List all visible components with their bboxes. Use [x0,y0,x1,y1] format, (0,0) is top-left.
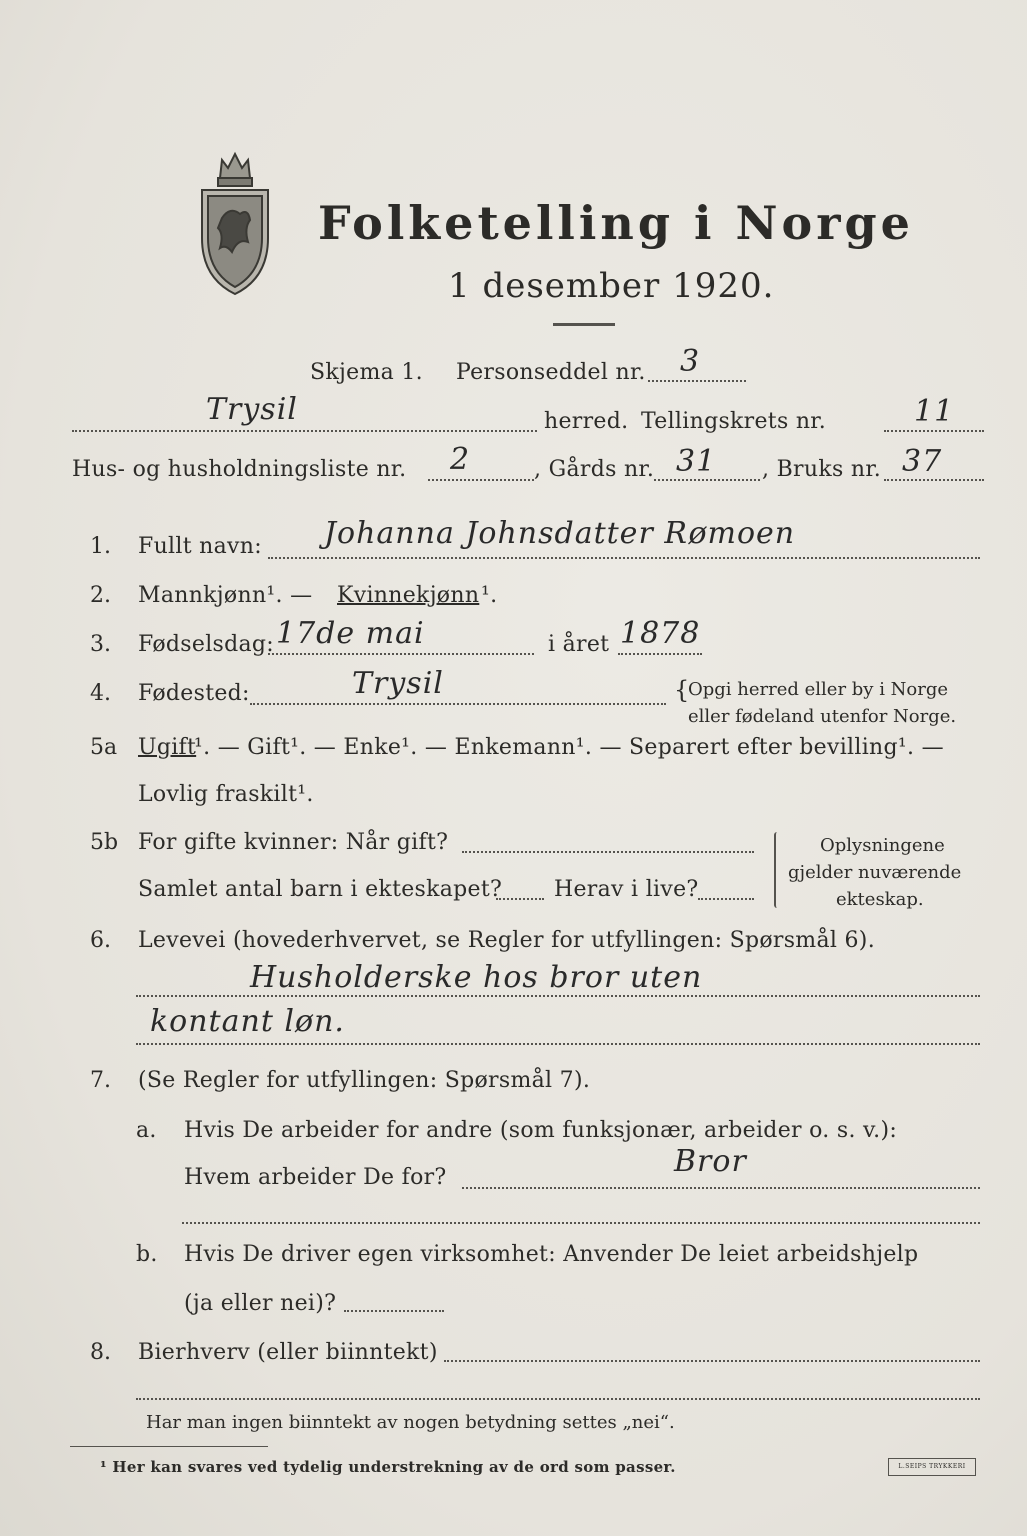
husliste-value[interactable]: 2 [450,442,471,477]
q3-label: Fødselsdag: [138,632,275,657]
q4-note-line2: eller fødeland utenfor Norge. [688,706,957,727]
gards-line [654,479,760,481]
q7-label: (Se Regler for utfyllingen: Spørsmål 7). [138,1068,591,1093]
q6-label: Levevei (hovederhvervet, se Regler for utfyllingen: Spørsmål 6). [138,928,875,953]
q5b-alive-line [698,898,754,900]
q1-label: Fullt navn: [138,534,262,559]
q8-note: Har man ingen biinntekt av nogen betydning settes „nei“. [146,1412,675,1433]
q5a-line2: Lovlig fraskilt¹. [138,782,314,807]
q6-value-line1[interactable]: Husholderske hos bror uten [250,960,703,995]
tellingskrets-line [884,430,984,432]
tellingskrets-label: Tellingskrets nr. [641,409,826,434]
q7a-employer-line [462,1187,980,1189]
q4-value[interactable]: Trysil [352,666,444,701]
q7a-letter: a. [136,1118,157,1143]
q8-label: Bierhverv (eller biinntekt) [138,1340,438,1365]
q1-value[interactable]: Johanna Johnsdatter Rømoen [324,516,796,551]
coat-of-arms-icon [192,148,278,298]
q1-number: 1. [90,534,111,559]
bruks-value[interactable]: 37 [902,444,943,479]
q6-line2 [136,1043,980,1045]
q4-label: Fødested: [138,681,250,706]
bruks-label: , Bruks nr. [762,457,882,482]
q7a-label: Hvis De arbeider for andre (som funksjonær, arbeider o. s. v.): [184,1118,898,1143]
schema-label: Skjema 1. [310,360,423,385]
q4-number: 4. [90,681,111,706]
q1-line [268,557,980,559]
q5b-note-line3: ekteskap. [836,889,924,910]
q2-sup: ¹. [481,583,498,608]
q3-line [268,653,534,655]
personseddel-value[interactable]: 3 [680,344,701,379]
husliste-line [428,479,534,481]
herred-label: herred. [544,409,629,434]
q5b-number: 5b [90,830,119,855]
q7a-label-employer: Hvem arbeider De for? [184,1165,447,1190]
q5b-label-married: For gifte kvinner: Når gift? [138,830,449,855]
form-date: 1 desember 1920. [448,266,775,306]
printer-stamp: L.SEIPS TRYKKERI [888,1458,976,1476]
q4-brace: { [674,676,690,704]
q7b-label-yesno: (ja eller nei)? [184,1291,337,1316]
q5a-number: 5a [90,735,118,760]
q2-female-label[interactable]: Kvinnekjønn [337,583,480,608]
q5b-note-line1: Oplysningene [820,835,945,856]
form-title: Folketelling i Norge [318,196,914,250]
q7a-extra-line [182,1222,980,1224]
q8-line2 [136,1398,980,1400]
q6-value-line2[interactable]: kontant løn. [150,1004,345,1039]
q2-male-label: Mannkjønn¹. — [138,583,313,608]
footnote: ¹ Her kan svares ved tydelig understrekning av de ord som passer. [100,1458,676,1476]
q2-number: 2. [90,583,111,608]
q5b-label-children: Samlet antal barn i ekteskapet? [138,877,503,902]
personseddel-line [648,380,746,382]
q7b-letter: b. [136,1242,158,1267]
gards-value[interactable]: 31 [676,444,717,479]
gards-label: , Gårds nr. [534,457,655,482]
q3-number: 3. [90,632,111,657]
q8-number: 8. [90,1340,111,1365]
q5b-children-line [496,898,544,900]
q4-line [250,703,666,705]
personseddel-label: Personseddel nr. [456,360,646,385]
bruks-line [884,479,984,481]
q6-line1 [136,995,980,997]
q5a-ugift-option[interactable]: Ugift [138,735,197,760]
q3-year-line [618,653,702,655]
footnote-divider [70,1446,268,1447]
q5b-married-line [462,851,754,853]
q3-year-label: i året [548,632,610,657]
tellingskrets-value[interactable]: 11 [914,394,955,429]
q3-year-value[interactable]: 1878 [620,616,701,651]
q7-number: 7. [90,1068,111,1093]
q7a-employer-value[interactable]: Bror [674,1144,747,1179]
q6-number: 6. [90,928,111,953]
q5a-options: ¹. — Gift¹. — Enke¹. — Enkemann¹. — Separert efter bevilling¹. — [194,735,944,760]
q5b-brace [774,832,780,908]
herred-line [72,430,537,432]
q7b-label: Hvis De driver egen virksomhet: Anvender De leiet arbeidshjelp [184,1242,919,1267]
title-divider [553,323,615,326]
q8-line1 [444,1360,980,1362]
q4-note-line1: Opgi herred eller by i Norge [688,679,949,700]
q7b-answer-line [344,1310,444,1312]
q3-value[interactable]: 17de mai [276,616,425,651]
husliste-label: Hus- og husholdningsliste nr. [72,457,407,482]
q5b-note-line2: gjelder nuværende [788,862,962,883]
herred-value[interactable]: Trysil [206,392,298,427]
q5b-label-alive: Herav i live? [554,877,699,902]
